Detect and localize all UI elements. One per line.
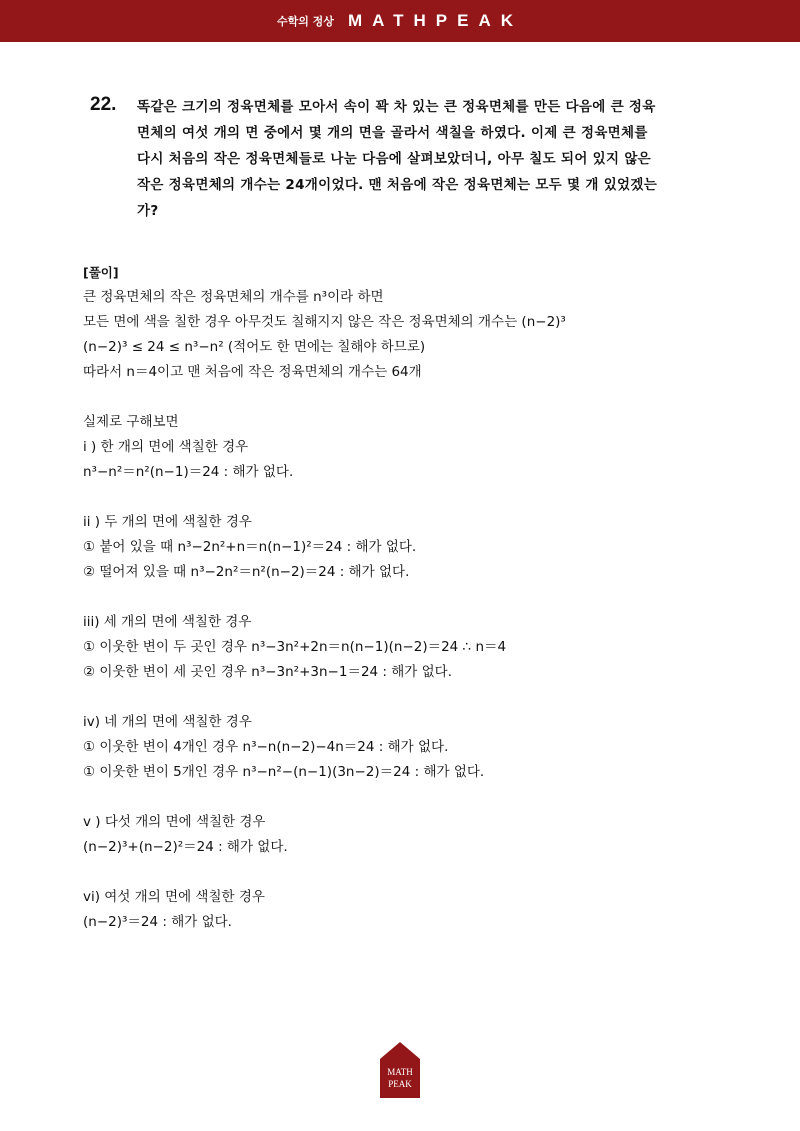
logo-text-math: MATH [387,1067,413,1077]
header-brand: MATHPEAK [347,11,524,30]
case-line: ① 이웃한 변이 두 곳인 경우 n³−3n²+2n＝n(n−1)(n−2)＝24 ∴ n＝4 [83,639,507,655]
header-bar [0,0,800,42]
problem-line: 면체의 여섯 개의 면 중에서 몇 개의 면을 골라서 색칠을 하였다. 이제 큰 정육면체를 [137,125,648,141]
problem [90,94,730,224]
case-title: iv) 네 개의 면에 색칠한 경우 [83,714,252,730]
case-title: v ) 다섯 개의 면에 색칠한 경우 [83,814,266,830]
problem-line: 다시 처음의 작은 정육면체들로 나눈 다음에 살펴보았더니, 아무 칠도 되어 있지 않은 [137,151,652,167]
case-line: ① 붙어 있을 때 n³−2n²+n＝n(n−1)²＝24 : 해가 없다. [83,539,417,555]
solution [83,260,743,935]
case-line: (n−2)³＝24 : 해가 없다. [83,914,232,930]
case-title: ii ) 두 개의 면에 색칠한 경우 [83,514,252,530]
problem-text [137,94,730,224]
solution-line: 큰 정육면체의 작은 정육면체의 개수를 n³이라 하면 [83,289,384,305]
header-subtitle: 수학의 정상 [276,15,334,28]
solution-heading: [풀이] [83,265,119,280]
solution-line: 모든 면에 색을 칠한 경우 아무것도 칠해지지 않은 작은 정육면체의 개수는 (n−2)³ [83,314,566,330]
case-line: n³−n²＝n²(n−1)＝24 : 해가 없다. [83,464,294,480]
solution-line: (n−2)³ ≤ 24 ≤ n³−n² (적어도 한 면에는 칠해야 하므로) [83,339,426,355]
logo-text-peak: PEAK [388,1079,412,1089]
case-title: i ) 한 개의 면에 색칠한 경우 [83,439,249,455]
problem-line: 가? [137,203,159,219]
case-line: ② 떨어져 있을 때 n³−2n²＝n²(n−2)＝24 : 해가 없다. [83,564,410,580]
case-title: vi) 여섯 개의 면에 색칠한 경우 [83,889,265,905]
mathpeak-logo [380,1042,420,1098]
case-line: ① 이웃한 변이 4개인 경우 n³−n(n−2)−4n＝24 : 해가 없다. [83,739,449,755]
check-heading: 실제로 구해보면 [83,414,179,430]
problem-number: 22. [90,94,117,115]
case-title: iii) 세 개의 면에 색칠한 경우 [83,614,252,630]
solution-line: 따라서 n＝4이고 맨 처음에 작은 정육면체의 개수는 64개 [83,364,422,380]
problem-line: 똑같은 크기의 정육면체를 모아서 속이 꽉 차 있는 큰 정육면체를 만든 다음에 큰 정육 [137,99,656,115]
case-line: (n−2)³+(n−2)²＝24 : 해가 없다. [83,839,288,855]
case-line: ① 이웃한 변이 5개인 경우 n³−n²−(n−1)(3n−2)＝24 : 해가 없다. [83,764,485,780]
problem-line: 작은 정육면체의 개수는 24개이었다. 맨 처음에 작은 정육면체는 모두 몇 개 있었겠는 [137,177,658,193]
case-line: ② 이웃한 변이 세 곳인 경우 n³−3n²+3n−1＝24 : 해가 없다. [83,664,453,680]
